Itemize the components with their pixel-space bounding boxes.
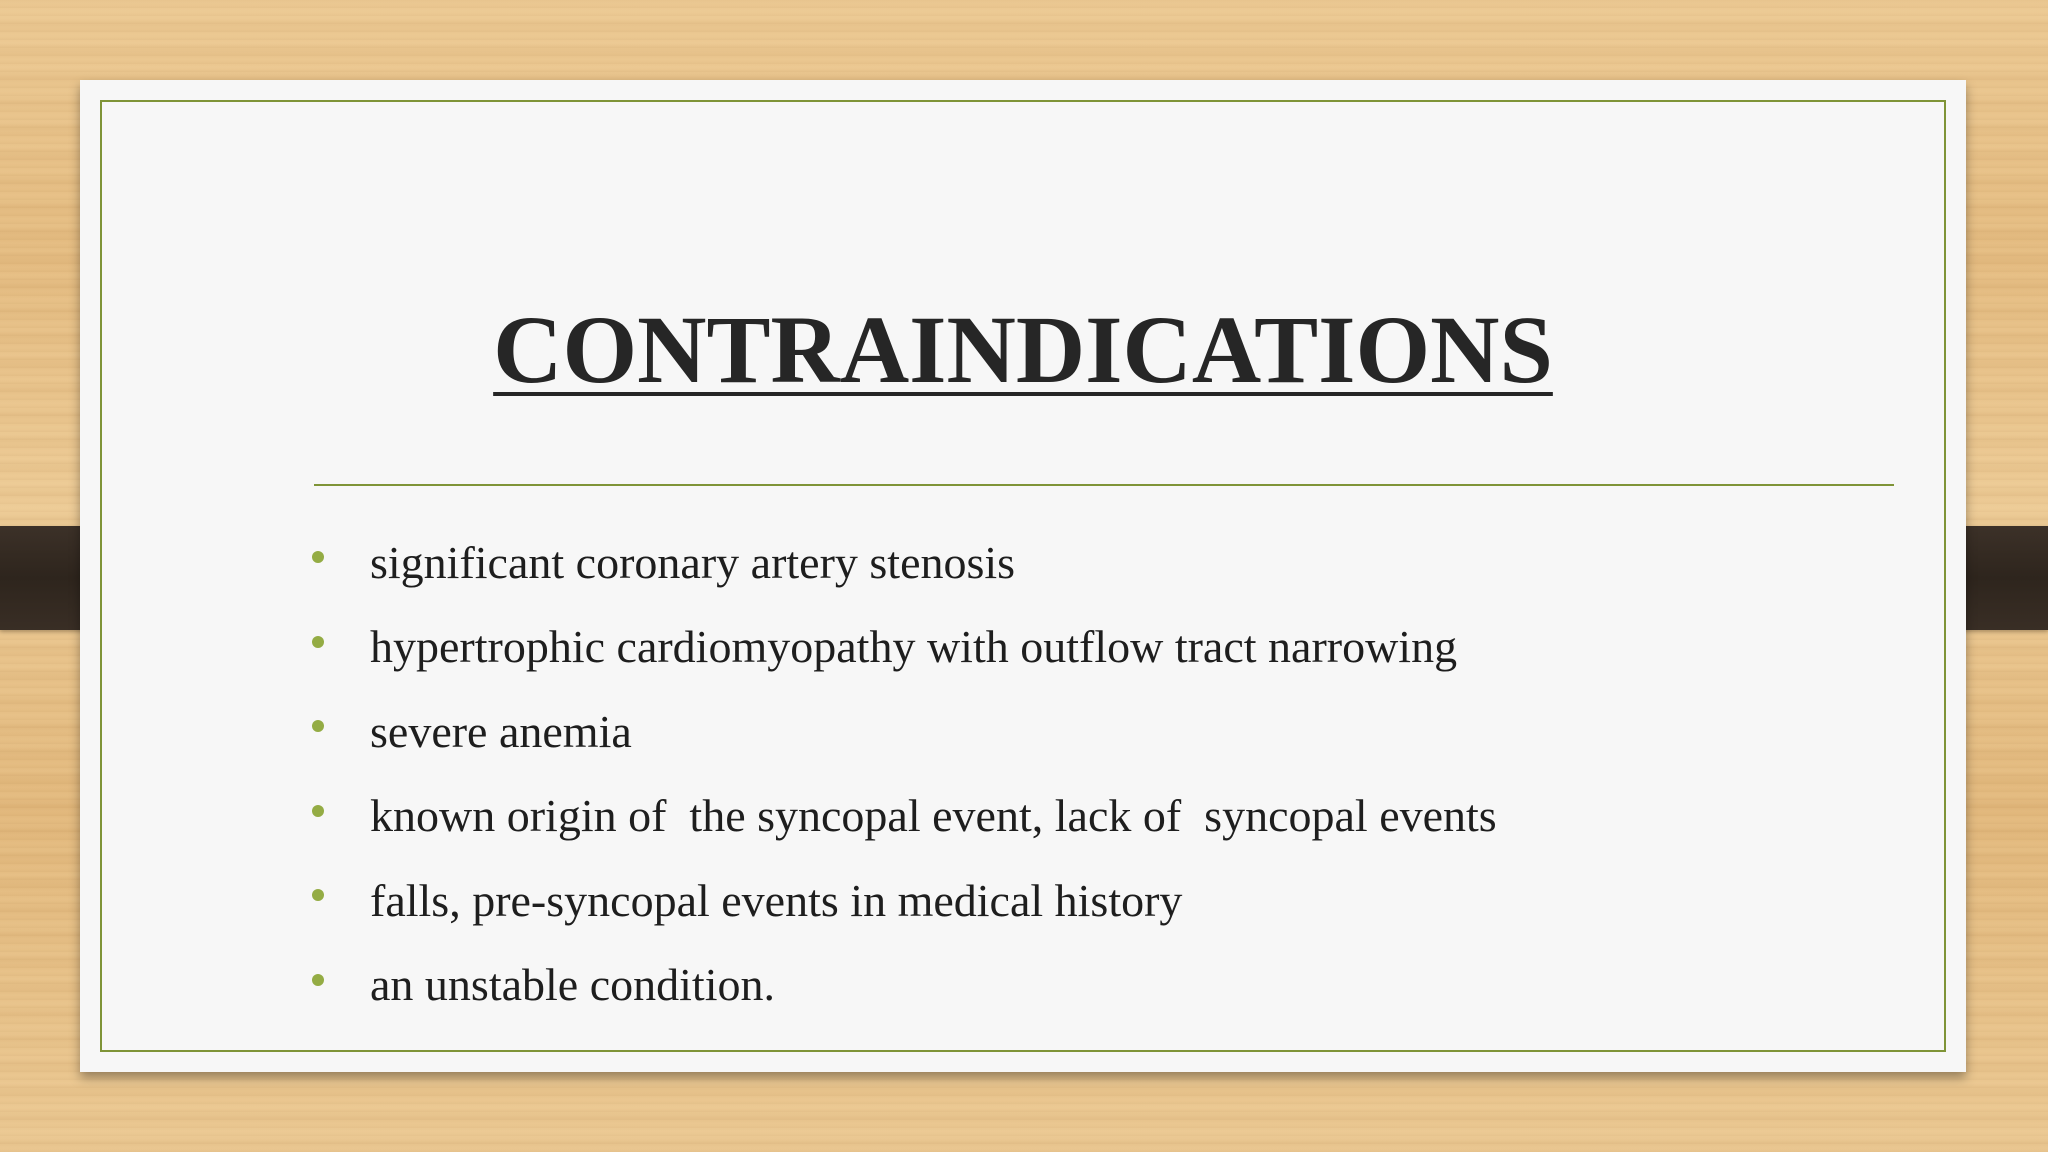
bullet-item (312, 689, 1497, 774)
bullet-dot-icon (312, 889, 324, 901)
bullet-dot-icon (312, 805, 324, 817)
bullet-text: known origin of the syncopal event, lack of syncopal events (370, 790, 1497, 842)
bullet-dot-icon (312, 974, 324, 986)
bullet-item (312, 520, 1497, 605)
bullet-text: hypertrophic cardiomyopathy with outflow tract narrowing (370, 621, 1458, 673)
bullet-dot-icon (312, 551, 324, 563)
bullet-item (312, 605, 1497, 690)
bullet-text: falls, pre-syncopal events in medical history (370, 874, 1183, 926)
bullet-list (312, 520, 1497, 1027)
title-divider (314, 484, 1894, 486)
bullet-dot-icon (312, 720, 324, 732)
bullet-item (312, 858, 1497, 943)
bullet-item (312, 774, 1497, 859)
slide-title: CONTRAINDICATIONS (493, 296, 1553, 403)
bullet-text: severe anemia (370, 705, 632, 757)
bullet-text: significant coronary artery stenosis (370, 536, 1016, 588)
slide (80, 80, 1966, 1072)
bullet-dot-icon (312, 636, 324, 648)
bullet-text: an unstable condition. (370, 959, 775, 1011)
bullet-item (312, 943, 1497, 1028)
